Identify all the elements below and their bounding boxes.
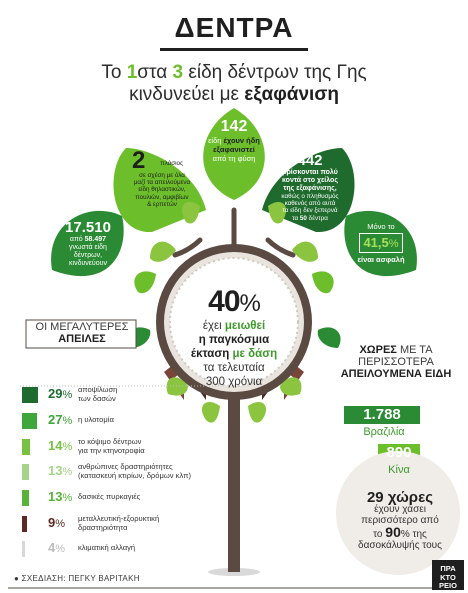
threat-label (78, 386, 248, 403)
leaf-upper-right-line (272, 215, 348, 222)
threat-label-line: κλιματική αλλαγή (78, 543, 136, 552)
center-line: 300 χρόνια (205, 376, 263, 388)
center-line: τα τελευταία (203, 362, 265, 374)
threat-label (78, 493, 248, 502)
threat-percent-value: 14 (48, 438, 63, 453)
forest-loss-line: έχουν χάσει (374, 503, 426, 515)
threat-label-line: (κατασκευή κτιρίων, δρόμων κλπ) (78, 470, 192, 480)
forest-decline-percent (168, 285, 300, 319)
leaf-upper-left-line: & ερπετών (147, 200, 177, 208)
leaf-upper-left-text (126, 147, 198, 208)
leaf-upper-left-line: είδη θηλαστικών, (138, 186, 186, 194)
threat-label-line: η υλοτομία (78, 415, 114, 424)
forest-loss-countries: 29 χώρες (366, 489, 434, 506)
threats-heading (30, 321, 134, 345)
threat-percent (48, 540, 65, 555)
safe-percent-sym: % (388, 238, 399, 250)
threat-row (22, 462, 252, 482)
multiplier-number: 2 (132, 147, 146, 174)
threat-percent (48, 386, 72, 401)
threat-percent-sym: % (62, 441, 73, 453)
forest-loss-percent: 90 (385, 523, 401, 540)
forest-loss-of: % της (400, 528, 427, 540)
china-value: 890 (386, 444, 412, 461)
center-has: έχει (202, 320, 225, 332)
forest-loss-text (340, 489, 460, 552)
leaf-top-line (198, 136, 270, 145)
threat-label (78, 515, 248, 532)
threat-label (78, 544, 248, 553)
threat-percent-sym: % (62, 415, 73, 427)
leaf-upper-right-line: βρίσκονται πολύ (282, 169, 338, 176)
threat-label-line: για την κτηνοτροφία (78, 445, 145, 455)
subtitle-text: κινδυνεύει με (129, 84, 245, 105)
threat-percent-value: 27 (48, 412, 63, 427)
leaf-upper-right-line: της εξαφάνισης, (283, 185, 337, 192)
center-line (168, 333, 300, 347)
threat-row (22, 514, 252, 534)
leaf-upper-left-line: πουλιών, αμφιβίων (135, 193, 189, 201)
threat-label-line: των δασών (78, 393, 116, 403)
center-reduced: μειωθεί (224, 320, 266, 332)
countries-heading-line: ΑΠΕΙΛΟΥΜΕΝΑ ΕΙΔΗ (340, 368, 452, 380)
near-extinct-count: 442 (297, 152, 323, 169)
countries-heading (336, 344, 456, 380)
threat-bar (22, 387, 38, 403)
leaf-upper-right-text (272, 152, 348, 222)
leaf-top-line: από τη φύση (212, 154, 256, 163)
countries-heading-with: ΜΕ ΤΑ (396, 344, 433, 356)
threat-percent-sym: % (55, 543, 66, 555)
threat-row (22, 385, 252, 405)
threat-bar (22, 464, 29, 480)
leaf-upper-left-line: μαζί τα απειλούμενα (133, 179, 191, 187)
threat-percent (48, 412, 72, 427)
brazil-value: 1.788 (363, 406, 401, 423)
china-label: Κίνα (388, 464, 410, 476)
subtitle-text: της Γης (298, 62, 367, 83)
center-area: έκταση (190, 348, 233, 360)
center-with-forest: με δάση (232, 348, 278, 360)
leaf-upper-left-line: πλάσιος (160, 160, 184, 167)
leaf-upper-right-line: καθώς ο πληθυσμός (281, 193, 339, 200)
logo-line: ΡΕΙΟ (439, 581, 457, 591)
threat-bar (22, 541, 25, 557)
threat-row (22, 488, 252, 508)
threat-label (78, 463, 248, 480)
leaf-left-text (56, 219, 120, 268)
center-line (168, 319, 300, 333)
known-species-count: 58.497 (84, 236, 107, 243)
threat-percent-value: 29 (48, 386, 63, 401)
threats-heading-line2: ΑΠΕΙΛΕΣ (58, 333, 106, 345)
leaf-top-species: είδη (208, 136, 224, 145)
subtitle-text: Το (101, 62, 127, 83)
threat-percent-value: 13 (48, 463, 63, 478)
threat-percent-sym: % (55, 518, 66, 530)
leaf-right-line: είναι ασφαλή (357, 255, 405, 264)
subtitle-text: στα (137, 62, 173, 83)
credit-text: ΣΧΕΔΙΑΣΗ: ΠΕΓΚΥ ΒΑΡΙΤΑΚΗ (21, 574, 140, 583)
logo-line: ΚΤΟ (440, 572, 456, 582)
design-credit (14, 574, 140, 583)
forest-decline-sym: % (239, 290, 260, 317)
threat-percent-sym: % (62, 466, 73, 478)
logo-line: ΠΡΑ (440, 564, 456, 573)
leaf-upper-right-line: καθενός από αυτά (284, 200, 336, 208)
forest-loss-line: δασοκάλυψής τους (358, 540, 442, 551)
threat-percent (48, 463, 72, 478)
leaf-top-text (198, 118, 270, 163)
forest-loss-line (340, 523, 460, 541)
page-title: ΔΕΝΤΡΑ (174, 12, 294, 43)
safe-percent: 41,5 (363, 235, 389, 250)
leaf-upper-right-line: τα είδη δεν ξεπερνά (282, 207, 338, 215)
threat-label-line: το κόψιμο δέντρων (78, 437, 142, 446)
leaf-top-already: έχουν ήδη (223, 136, 260, 145)
threat-percent-sym: % (62, 389, 73, 401)
leaf-upper-left-line: σε σχέση με όλα (139, 172, 185, 179)
threat-percent-sym: % (62, 492, 73, 504)
threat-row (22, 437, 252, 457)
leaf-upper-right-line: κοντά στο χείλος (282, 177, 338, 184)
subtitle-extinction: εξαφάνιση (244, 84, 339, 105)
leaf-left-line: κινδυνεύουν (69, 260, 107, 267)
threat-percent (48, 515, 65, 530)
leaf-upper-right-the: τα (292, 214, 300, 222)
leaf-right-line: Μόνο το (367, 222, 395, 231)
leaf-left-line: γνωστά είδη (69, 244, 107, 251)
threatened-count: 17.510 (65, 219, 111, 236)
center-global: η παγκόσμια (198, 334, 270, 346)
countries-heading-line: ΠΕΡΙΣΣΟΤΕΡΑ (358, 356, 434, 368)
threat-label-line: μεταλλευτική-εξορυκτική (78, 514, 160, 523)
center-statistic (168, 285, 300, 389)
countries-heading-line (336, 344, 456, 356)
credit-bullet-icon: ● (14, 574, 22, 583)
threat-label-line: ανθρώπινες δραστηριότητες (78, 462, 173, 471)
forest-decline-value: 40 (208, 285, 240, 318)
tree-count-50: 50 (299, 214, 307, 222)
threat-percent-value: 13 (48, 489, 63, 504)
center-line (168, 347, 300, 361)
safe-percent-box (359, 233, 402, 253)
leaf-left-line (56, 236, 120, 244)
threat-row (22, 411, 252, 431)
leaf-top-line: εξαφανιστεί (213, 145, 255, 154)
threat-row (22, 539, 252, 559)
threat-label-line: αποψίλωση (78, 385, 118, 394)
forest-loss-the: το (373, 528, 386, 540)
threat-percent (48, 489, 72, 504)
threat-label-line: δασικές πυρκαγιές (78, 492, 141, 501)
threat-bar (22, 490, 29, 506)
threat-label (78, 416, 248, 425)
leaf-right-text (348, 222, 414, 264)
leaf-left-from: από (69, 236, 85, 243)
threat-bar (22, 439, 30, 455)
threats-heading-line1: ΟΙ ΜΕΓΑΛΥΤΕΡΕΣ (35, 321, 129, 333)
threat-label-line: δραστηριότητα (78, 522, 128, 532)
praktoreio-logo (432, 560, 464, 590)
threat-percent-value: 9 (48, 515, 56, 530)
leaf-upper-right-trees: δέντρα (306, 214, 328, 222)
subtitle-three: 3 (172, 62, 184, 83)
brazil-label: Βραζιλία (363, 426, 405, 438)
threat-percent-value: 4 (48, 540, 56, 555)
subtitle-text: είδη δέντρων (183, 62, 299, 83)
subtitle-one: 1 (126, 62, 138, 83)
threat-label (78, 438, 248, 455)
leaf-left-line: δέντρων, (73, 252, 103, 259)
forest-loss-line: περισσότερο από (361, 515, 439, 526)
countries-heading-word: ΧΩΡΕΣ (359, 344, 397, 356)
threat-bar (22, 413, 37, 429)
threat-bar (22, 516, 27, 532)
threat-percent (48, 438, 72, 453)
extinct-count: 142 (220, 118, 248, 135)
